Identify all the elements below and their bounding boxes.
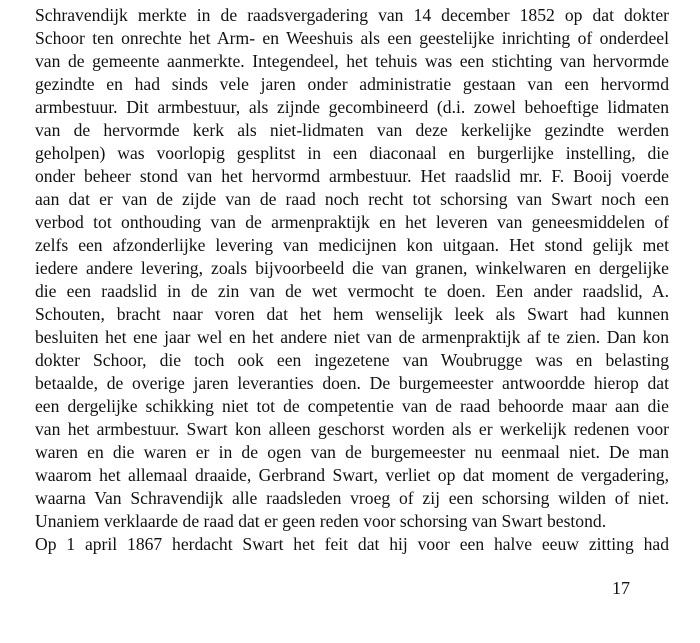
text-line: Schoor ten onrechte het Arm- en Weeshuis als een geestelijke inrichting of onderdeel — [35, 28, 669, 48]
page-number: 17 — [612, 578, 630, 598]
text-line: waarna Van Schravendijk alle raadsleden vroeg of zij een schorsing wilden of niet. — [35, 488, 669, 508]
text-line: een dergelijke schikking niet tot de competentie van de raad behoorde maar aan die — [35, 396, 669, 416]
text-line: geholpen) was voorlopig gesplitst in een diaconaal en burgerlijke instelling, die — [35, 143, 669, 163]
text-line: van de gemeente aanmerkte. Integendeel, het tehuis was een stichting van hervormde — [35, 51, 669, 71]
text-line: betaalde, de overige jaren leveranties doen. De burgemeester antwoordde hierop dat — [35, 373, 669, 393]
text-line: armbestuur. Dit armbestuur, als zijnde gecombineerd (d.i. zowel behoeftige lidmaten — [35, 97, 669, 117]
text-line: Schravendijk merkte in de raadsvergadering van 14 december 1852 op dat dokter — [35, 5, 669, 25]
text-line: van de hervormde kerk als niet-lidmaten van deze kerkelijke gezindte werden — [35, 120, 669, 140]
text-line: iedere andere levering, zoals bijvoorbeeld die van granen, winkelwaren en dergelijke — [35, 258, 669, 278]
text-line: zelfs een afzonderlijke levering van medicijnen kon uitgaan. Het stond gelijk met — [35, 235, 669, 255]
text-line: verbod tot onthouding van de armenpraktijk en het leveren van geneesmiddelen of — [35, 212, 669, 232]
body-text — [35, 4, 669, 556]
text-line: dokter Schoor, die toch ook een ingezetene van Woubrugge was en belasting — [35, 350, 669, 370]
text-line: besluiten het ene jaar wel en het andere niet van de armenpraktijk af te zien. Dan kon — [35, 327, 669, 347]
text-line: aan dat er van de zijde van de raad noch recht tot schorsing van Swart noch een — [35, 189, 669, 209]
second-paragraph-line: Op 1 april 1867 herdacht Swart het feit dat hij voor een halve eeuw zitting had — [35, 534, 669, 554]
text-line: Schouten, bracht naar voren dat het hem wenselijk leek als Swart had kunnen — [35, 304, 669, 324]
text-line: waren en die waren er in de ogen van de burgemeester nu eenmaal niet. De man — [35, 442, 669, 462]
text-line: gezindte en had sinds vele jaren onder administratie gestaan van een hervormd — [35, 74, 669, 94]
text-line: onder beheer stond van het hervormd armbestuur. Het raadslid mr. F. Booij voerde — [35, 166, 669, 186]
text-line: waarom het allemaal draaide, Gerbrand Swart, verliet op dat moment de vergadering, — [35, 465, 669, 485]
text-line: die een raadslid in de zin van de wet vermocht te doen. Een ander raadslid, A. — [35, 281, 669, 301]
text-line: van het armbestuur. Swart kon alleen geschorst worden als er werkelijk redenen voor — [35, 419, 669, 439]
text-line: Unaniem verklaarde de raad dat er geen reden voor schorsing van Swart bestond. — [35, 511, 607, 531]
